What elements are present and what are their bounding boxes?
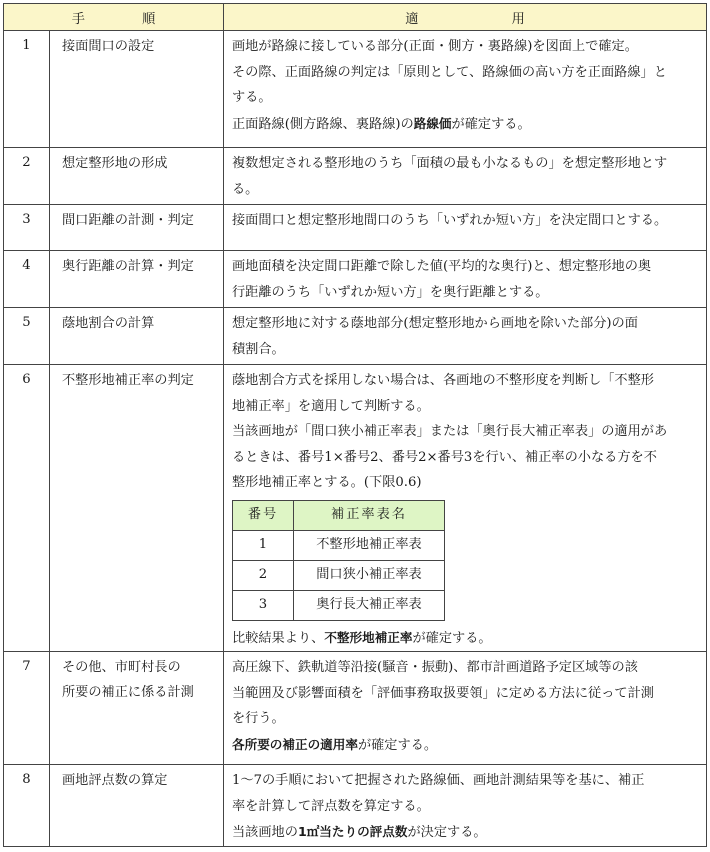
apply-line: 蔭地割合方式を採用しない場合は、各画地の不整形度を判断し「不整形 bbox=[232, 373, 654, 388]
step-name-line: 所要の補正に係る計測 bbox=[62, 685, 194, 700]
apply-line bbox=[232, 625, 702, 652]
header-step: 手 順 bbox=[4, 4, 224, 31]
correction-rate-table bbox=[232, 500, 445, 621]
emphasis-text: 各所要の補正の適用率 bbox=[232, 736, 358, 752]
step-number: 4 bbox=[4, 251, 50, 308]
text-post: が確定する。 bbox=[451, 116, 531, 132]
emphasis-text: 1㎡当たりの評点数 bbox=[297, 824, 408, 839]
apply-line: 高圧線下、鉄軌道等沿接(騒音・振動)、都市計画道路予定区域等の該 bbox=[232, 660, 638, 675]
step-name bbox=[50, 205, 224, 251]
apply-line: 画地が路線に接している部分(正面・側方・裏路線)を図面上で確定。 bbox=[232, 39, 638, 54]
apply-line: を行う。 bbox=[232, 711, 285, 726]
apply-line bbox=[232, 732, 702, 759]
table-row bbox=[4, 365, 707, 652]
sub-cell: 間口狭小補正率表 bbox=[294, 560, 445, 590]
step-name bbox=[50, 31, 224, 148]
apply-line: 複数想定される整形地のうち「面積の最も小なるもの」を想定整形地とす bbox=[232, 156, 668, 171]
table-row bbox=[4, 765, 707, 847]
apply-text bbox=[224, 365, 707, 652]
sub-header-row bbox=[233, 500, 445, 530]
text-post: が決定する。 bbox=[407, 825, 487, 840]
sub-cell: 不整形地補正率表 bbox=[294, 530, 445, 560]
procedure-document bbox=[3, 3, 706, 847]
sub-cell: 1 bbox=[233, 530, 294, 560]
text-pre: 当該画地の bbox=[232, 825, 298, 840]
apply-line bbox=[232, 111, 702, 138]
table-row bbox=[4, 652, 707, 765]
table-row bbox=[4, 205, 707, 251]
text-pre: 正面路線(側方路線、裏路線)の bbox=[232, 116, 414, 132]
step-number: 7 bbox=[4, 652, 50, 765]
table-row bbox=[4, 251, 707, 308]
step-name bbox=[50, 308, 224, 365]
sub-row bbox=[233, 560, 445, 590]
apply-line: その際、正面路線の判定は「原則として、路線価の高い方を正面路線」と bbox=[232, 64, 667, 80]
step-name-line: 奥行距離の計算・判定 bbox=[62, 259, 194, 274]
apply-line: 当範囲及び影響面積を「評価事務取扱要領」に定める方法に従って計測 bbox=[232, 685, 654, 701]
apply-text bbox=[224, 308, 707, 365]
step-name-line: その他、市町村長の bbox=[62, 660, 181, 675]
step-name bbox=[50, 365, 224, 652]
step-name bbox=[50, 652, 224, 765]
step-name-line: 間口距離の計測・判定 bbox=[62, 213, 194, 228]
emphasis-text: 路線価 bbox=[413, 115, 452, 131]
step-number: 6 bbox=[4, 365, 50, 652]
text-post: が確定する。 bbox=[412, 630, 492, 646]
step-number: 3 bbox=[4, 205, 50, 251]
apply-line: 接面間口と想定整形地間口のうち「いずれか短い方」を決定間口とする。 bbox=[232, 213, 668, 228]
step-number: 5 bbox=[4, 308, 50, 365]
apply-text bbox=[224, 765, 707, 847]
sub-cell: 2 bbox=[233, 560, 294, 590]
text-pre: 比較結果より、 bbox=[232, 630, 325, 646]
apply-line: 整形地補正率とする。(下限0.6) bbox=[232, 475, 422, 490]
step-name bbox=[50, 251, 224, 308]
apply-text bbox=[224, 31, 707, 148]
apply-line: 画地面積を決定間口距離で除した値(平均的な奥行)と、想定整形地の奥 bbox=[232, 259, 652, 274]
apply-line bbox=[232, 819, 702, 846]
apply-line: する。 bbox=[232, 90, 272, 105]
apply-line: 当該画地が「間口狭小補正率表」または「奥行長大補正率表」の適用があ bbox=[232, 424, 668, 439]
apply-line: 1～7の手順において把握された路線価、画地計測結果等を基に、補正 bbox=[232, 773, 645, 788]
apply-text bbox=[224, 251, 707, 308]
table-row bbox=[4, 31, 707, 148]
header-apply: 適 用 bbox=[224, 4, 707, 31]
apply-text bbox=[224, 652, 707, 765]
apply-text bbox=[224, 205, 707, 251]
step-name bbox=[50, 148, 224, 205]
table-row bbox=[4, 308, 707, 365]
step-name-line: 画地評点数の算定 bbox=[62, 773, 168, 788]
step-number: 2 bbox=[4, 148, 50, 205]
text-post: が確定する。 bbox=[357, 737, 438, 753]
sub-row bbox=[233, 590, 445, 620]
sub-header-cell: 補正率表名 bbox=[294, 500, 445, 530]
apply-text bbox=[224, 148, 707, 205]
apply-line: 行距離のうち「いずれか短い方」を奥行距離とする。 bbox=[232, 284, 549, 300]
step-name bbox=[50, 765, 224, 847]
sub-row bbox=[233, 530, 445, 560]
sub-cell: 3 bbox=[233, 590, 294, 620]
table-header-row bbox=[4, 4, 707, 31]
apply-line: 率を計算して評点数を算定する。 bbox=[232, 798, 430, 814]
step-name-line: 不整形地補正率の判定 bbox=[62, 373, 194, 388]
procedure-table bbox=[3, 3, 707, 847]
table-row bbox=[4, 148, 707, 205]
sub-cell: 奥行長大補正率表 bbox=[294, 590, 445, 620]
sub-header-cell: 番号 bbox=[233, 500, 294, 530]
step-number: 8 bbox=[4, 765, 50, 847]
apply-line: 積割合。 bbox=[232, 341, 285, 357]
step-name-line: 接面間口の設定 bbox=[62, 39, 155, 54]
apply-line: るときは、番号1×番号2、番号2×番号3を行い、補正率の小なる方を不 bbox=[232, 449, 657, 465]
emphasis-text: 不整形地補正率 bbox=[324, 629, 413, 645]
apply-line: る。 bbox=[232, 181, 259, 197]
apply-line: 想定整形地に対する蔭地部分(想定整形地から画地を除いた部分)の面 bbox=[232, 316, 638, 331]
step-name-line: 想定整形地の形成 bbox=[62, 156, 168, 171]
apply-line: 地補正率」を適用して判断する。 bbox=[232, 398, 430, 414]
step-number: 1 bbox=[4, 31, 50, 148]
step-name-line: 蔭地割合の計算 bbox=[62, 316, 155, 331]
